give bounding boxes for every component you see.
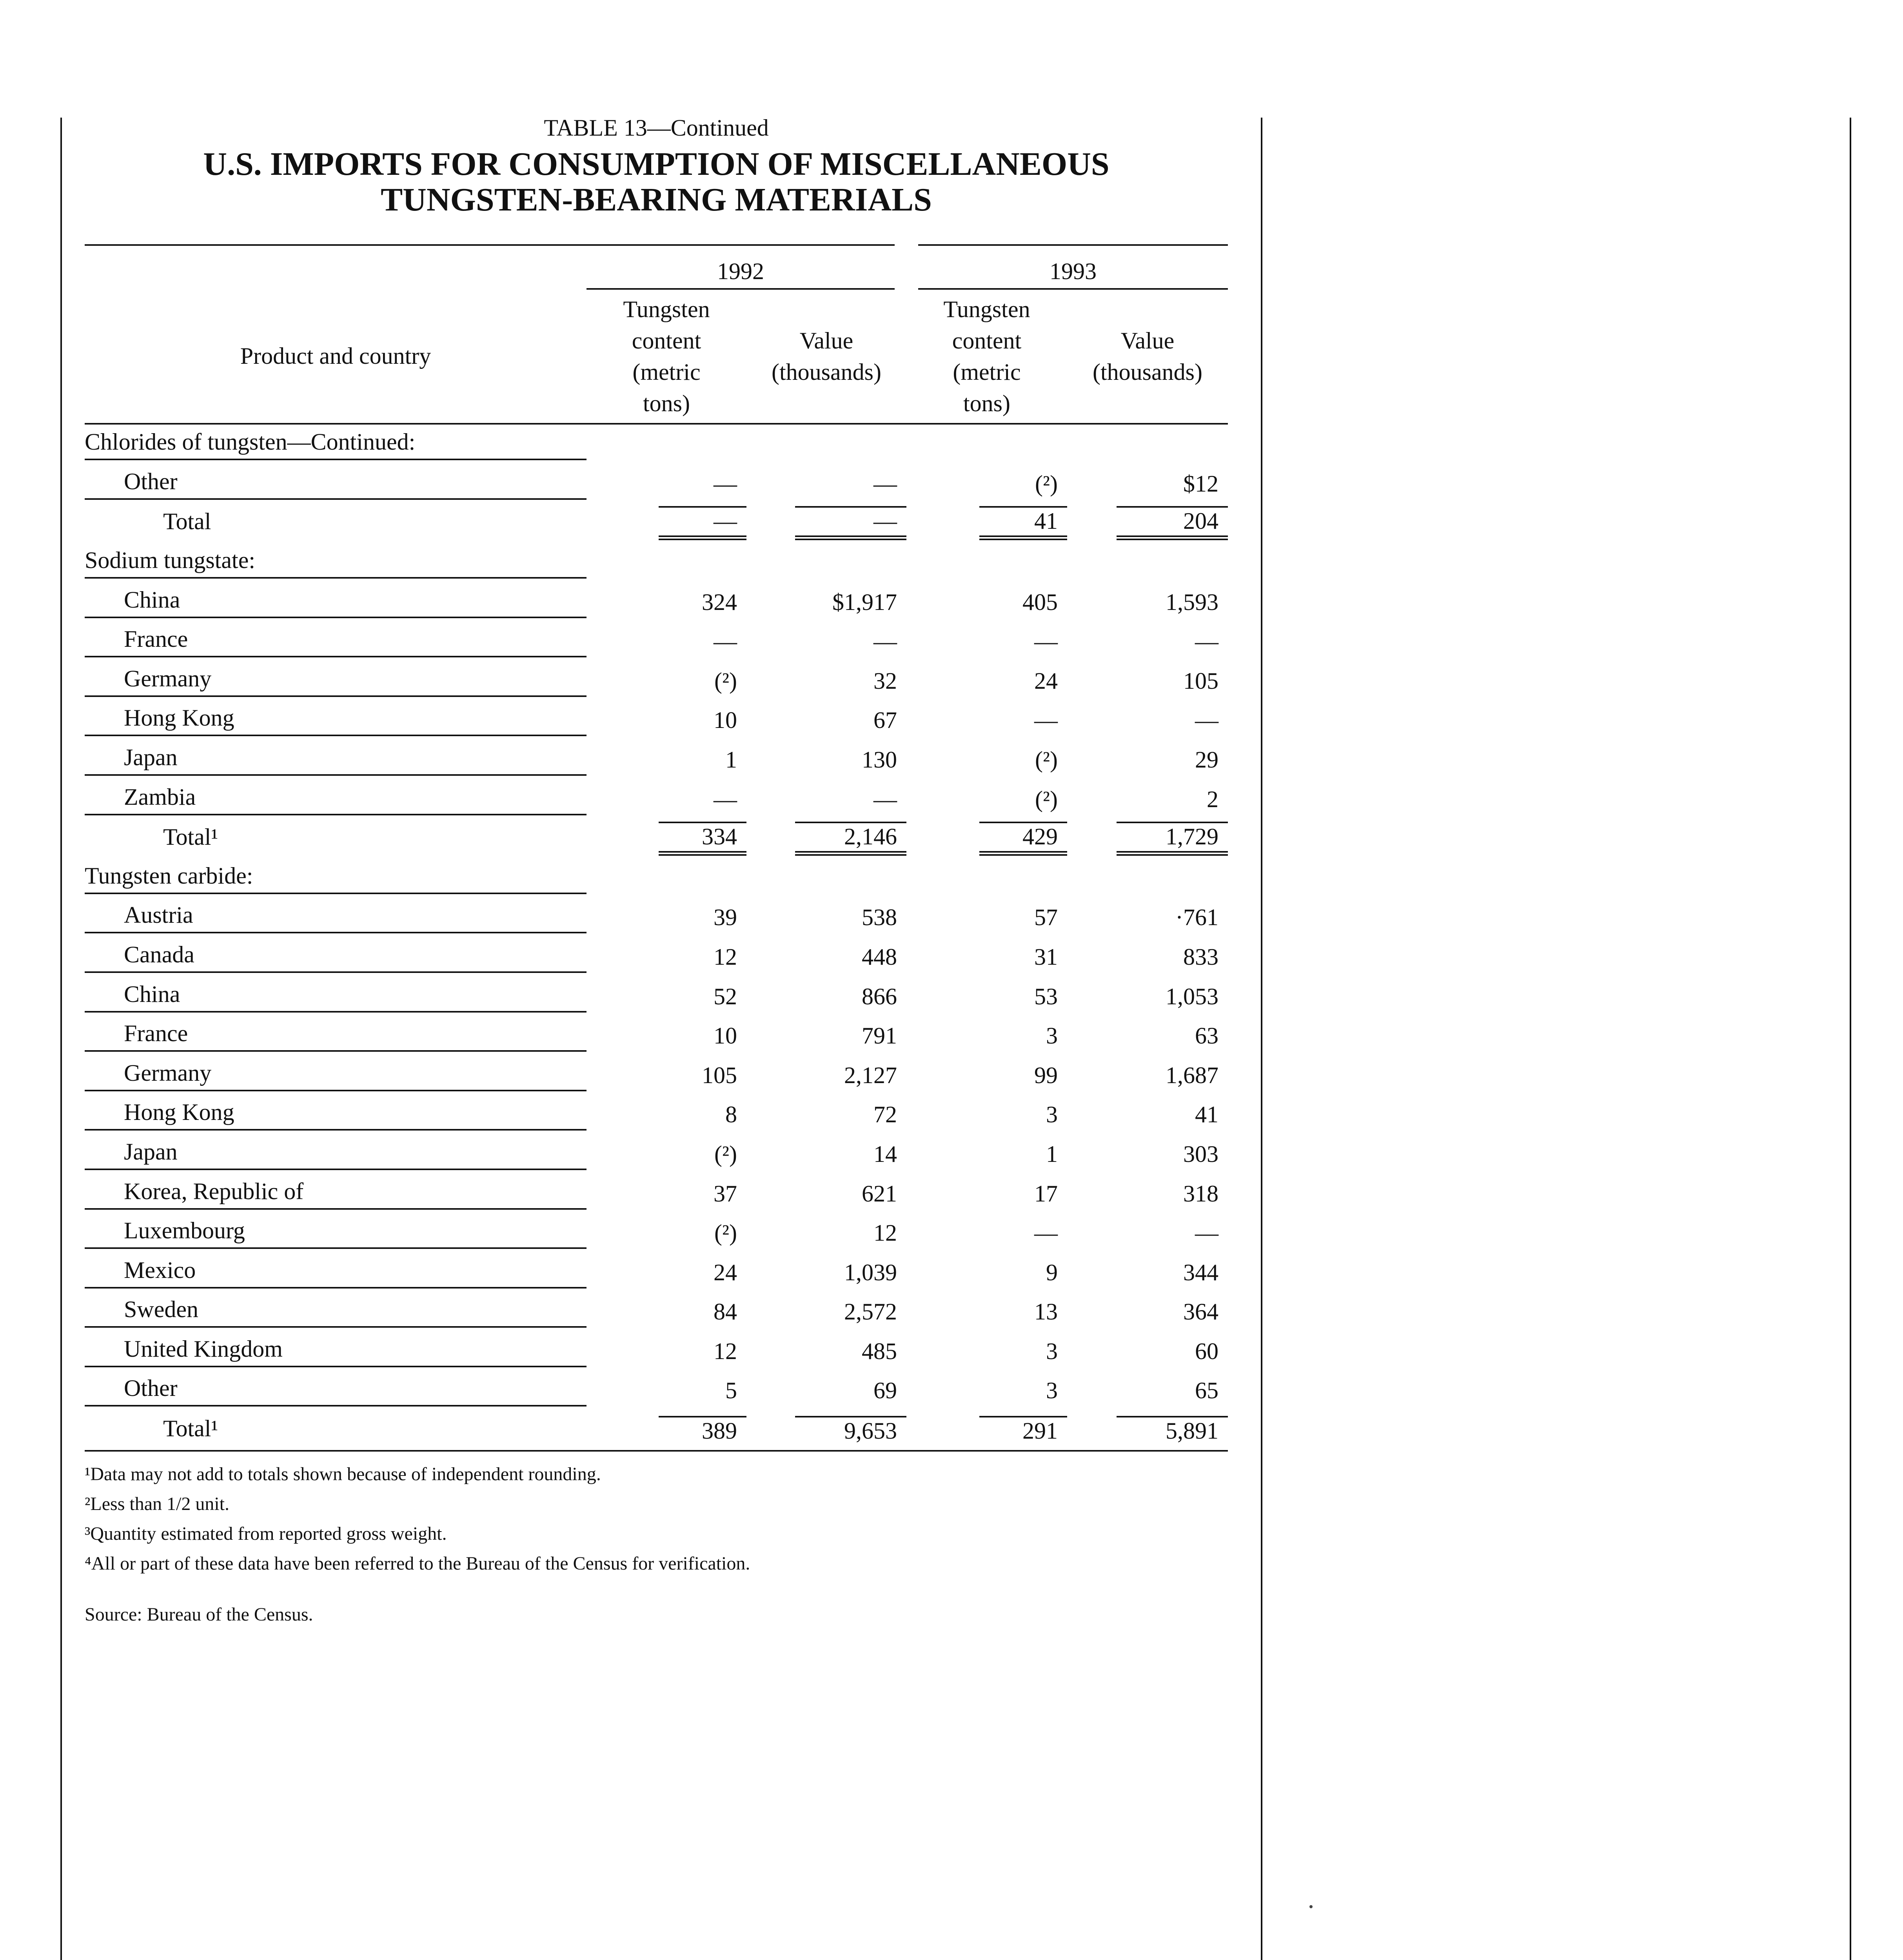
value-1993-cell: 5,891	[1117, 1416, 1228, 1445]
content-1992-cell: 334	[659, 822, 746, 856]
value-1992-cell: 2,146	[795, 822, 906, 856]
content-1993-cell: 17	[1034, 1180, 1058, 1207]
value-1992-cell: 2,572	[844, 1299, 897, 1325]
year-header-row	[85, 245, 1228, 289]
row-label: Total¹	[163, 824, 218, 850]
row-label: Total¹	[163, 1416, 218, 1442]
content-1993-cell: (²)	[1035, 786, 1058, 812]
value-1993-cell: —	[1195, 628, 1218, 655]
content-1992-cell: 1	[725, 746, 737, 773]
value-1993-cell: 364	[1183, 1299, 1218, 1325]
value-1993-cell: 1,593	[1166, 589, 1218, 615]
content-1992-cell: —	[714, 470, 737, 497]
content-1992-cell: (²)	[714, 1141, 737, 1167]
value-1992-cell: 14	[873, 1141, 897, 1167]
column-header-row	[85, 289, 1228, 424]
table-title-line-2: TUNGSTEN-BEARING MATERIALS	[381, 181, 932, 218]
row-label: Zambia	[85, 784, 587, 815]
value-1992-cell: 621	[862, 1180, 897, 1207]
row-label: Tungsten carbide:	[85, 862, 587, 894]
row-label: Japan	[85, 1138, 587, 1170]
table-row	[85, 1174, 1228, 1214]
value-1993-cell: 65	[1195, 1377, 1218, 1404]
value-1992-cell: 72	[873, 1102, 897, 1128]
value-1992-cell: 69	[873, 1377, 897, 1404]
table-container	[85, 116, 1228, 1625]
content-1993-cell: 3	[1046, 1377, 1058, 1404]
content-1992-cell: 12	[714, 944, 737, 970]
content-1993-cell: —	[1034, 628, 1058, 655]
content-1993-cell: 3	[1046, 1102, 1058, 1128]
content-1993-cell: 1	[1046, 1141, 1058, 1167]
content-1992-cell: 105	[702, 1062, 737, 1088]
value-1993-cell: 29	[1195, 746, 1218, 773]
row-label: Germany	[85, 1060, 587, 1091]
row-label: Canada	[85, 941, 587, 973]
content-1993-cell: 24	[1034, 668, 1058, 694]
section-header-row	[85, 858, 1228, 898]
value-1992-cell: 1,039	[844, 1259, 897, 1285]
content-1992-cell: 52	[714, 983, 737, 1009]
row-label: Other	[85, 468, 587, 500]
content-1993-header: Tungsten content (metric tons)	[906, 289, 1067, 424]
content-1993-cell: 3	[1046, 1023, 1058, 1049]
table-row	[85, 937, 1228, 977]
value-1992-cell: 448	[862, 944, 897, 970]
table-row	[85, 622, 1228, 661]
table-row	[85, 1134, 1228, 1174]
row-label: Mexico	[85, 1257, 587, 1289]
content-1993-cell: 53	[1034, 983, 1058, 1009]
content-1993-cell: 99	[1034, 1062, 1058, 1088]
stub-header: Product and country	[85, 289, 587, 424]
table-body	[85, 424, 1228, 1450]
content-1993-cell: 9	[1046, 1259, 1058, 1285]
value-1993-cell: ·761	[1175, 904, 1218, 931]
table-row	[85, 1292, 1228, 1332]
content-1992-cell: 12	[714, 1338, 737, 1364]
row-label: United Kingdom	[85, 1336, 587, 1367]
print-speck	[1309, 1905, 1313, 1908]
row-label: Total	[163, 508, 211, 535]
year-1992-header: 1992	[587, 245, 906, 289]
table-row	[85, 583, 1228, 622]
footnote-4: ⁴All or part of these data have been referred to the Bureau of the Census for verification.	[85, 1553, 750, 1574]
value-1992-cell: 32	[873, 668, 897, 694]
table-row	[85, 1056, 1228, 1095]
value-1992-cell: —	[873, 628, 897, 655]
value-1993-cell: 303	[1183, 1141, 1218, 1167]
row-label: Other	[85, 1375, 587, 1406]
content-1992-cell: 8	[725, 1102, 737, 1128]
content-1992-cell: (²)	[714, 1220, 737, 1246]
year-1993-header: 1993	[906, 245, 1228, 289]
value-1993-cell: 204	[1117, 506, 1228, 540]
section-header-row	[85, 543, 1228, 583]
value-1992-cell: 485	[862, 1338, 897, 1364]
footnote-3: ³Quantity estimated from reported gross weight.	[85, 1523, 447, 1544]
table-row	[85, 1095, 1228, 1135]
value-1992-cell: 791	[862, 1023, 897, 1049]
value-1992-cell: 67	[873, 707, 897, 733]
row-label: China	[85, 586, 587, 618]
value-1993-cell: 1,729	[1117, 822, 1228, 856]
content-1993-cell: 41	[979, 506, 1067, 540]
value-1993-cell: —	[1195, 1220, 1218, 1246]
value-1993-cell: $12	[1183, 470, 1218, 497]
center-column-rule	[1261, 118, 1262, 1960]
value-1993-cell: 1,053	[1166, 983, 1218, 1009]
content-1992-cell: 39	[714, 904, 737, 931]
value-1992-cell: —	[795, 506, 906, 540]
total-row	[85, 1410, 1228, 1451]
row-label: Sodium tungstate:	[85, 547, 587, 579]
table-row	[85, 701, 1228, 740]
table-row	[85, 780, 1228, 819]
content-1993-cell: —	[1034, 1220, 1058, 1246]
value-1992-cell: $1,917	[832, 589, 897, 615]
row-label: Japan	[85, 744, 587, 776]
value-1992-cell: 9,653	[795, 1416, 906, 1445]
value-1993-cell: 105	[1183, 668, 1218, 694]
content-1993-cell: 429	[979, 822, 1067, 856]
content-1992-cell: (²)	[714, 668, 737, 694]
value-1992-cell: —	[873, 786, 897, 812]
content-1992-cell: —	[659, 506, 746, 540]
content-1993-cell: (²)	[1035, 746, 1058, 773]
imports-table	[85, 244, 1228, 1451]
content-1992-cell: 324	[702, 589, 737, 615]
source-note: Source: Bureau of the Census.	[85, 1604, 313, 1625]
row-label: France	[85, 626, 587, 657]
value-1992-cell: 866	[862, 983, 897, 1009]
content-1993-cell: 405	[1022, 589, 1058, 615]
content-1993-cell: 291	[979, 1416, 1067, 1445]
content-1992-cell: —	[714, 628, 737, 655]
content-1993-cell: 31	[1034, 944, 1058, 970]
content-1993-cell: (²)	[1035, 470, 1058, 497]
content-1992-cell: 10	[714, 1023, 737, 1049]
value-1993-cell: 318	[1183, 1180, 1218, 1207]
total-row	[85, 819, 1228, 858]
table-number: TABLE 13—Continued	[544, 115, 769, 141]
footnote-2: ²Less than 1/2 unit.	[85, 1493, 230, 1514]
content-1993-cell: 3	[1046, 1338, 1058, 1364]
row-label: France	[85, 1020, 587, 1052]
row-label: Hong Kong	[85, 704, 587, 736]
table-row	[85, 740, 1228, 780]
value-1993-header: Value (thousands)	[1067, 289, 1228, 424]
table-row	[85, 661, 1228, 701]
table-row	[85, 1253, 1228, 1292]
value-1992-cell: 130	[862, 746, 897, 773]
content-1993-cell: 13	[1034, 1299, 1058, 1325]
table-row	[85, 464, 1228, 504]
left-column-rule	[60, 118, 62, 1960]
row-label: Germany	[85, 665, 587, 697]
value-1993-cell: 2	[1207, 786, 1218, 812]
total-row	[85, 504, 1228, 543]
table-row	[85, 1371, 1228, 1411]
footnotes	[85, 1459, 1228, 1579]
value-1992-cell: 12	[873, 1220, 897, 1246]
row-label: Luxembourg	[85, 1217, 587, 1249]
content-1992-cell: 37	[714, 1180, 737, 1207]
table-row	[85, 1016, 1228, 1056]
content-1992-cell: 24	[714, 1259, 737, 1285]
value-1993-cell: 41	[1195, 1102, 1218, 1128]
row-label: Austria	[85, 902, 587, 933]
row-label: Korea, Republic of	[85, 1178, 587, 1210]
footnote-1: ¹Data may not add to totals shown because of independent rounding.	[85, 1463, 601, 1485]
content-1993-cell: —	[1034, 707, 1058, 733]
value-1992-cell: 538	[862, 904, 897, 931]
section-header-row	[85, 424, 1228, 464]
table-row	[85, 977, 1228, 1016]
content-1992-cell: 10	[714, 707, 737, 733]
value-1993-cell: 833	[1183, 944, 1218, 970]
value-1993-cell: —	[1195, 707, 1218, 733]
content-1992-cell: 5	[725, 1377, 737, 1404]
row-label: Chlorides of tungsten—Continued:	[85, 428, 587, 460]
content-1992-cell: 389	[659, 1416, 746, 1445]
content-1992-cell: —	[714, 786, 737, 812]
value-1993-cell: 344	[1183, 1259, 1218, 1285]
value-1992-cell: —	[873, 470, 897, 497]
table-title-line-1: U.S. IMPORTS FOR CONSUMPTION OF MISCELLANEOUS	[203, 146, 1109, 182]
value-1993-cell: 63	[1195, 1023, 1218, 1049]
value-1993-cell: 60	[1195, 1338, 1218, 1364]
value-1992-cell: 2,127	[844, 1062, 897, 1088]
row-label: China	[85, 981, 587, 1013]
content-1992-header: Tungsten content (metric tons)	[587, 289, 746, 424]
row-label: Sweden	[85, 1296, 587, 1328]
value-1993-cell: 1,687	[1166, 1062, 1218, 1088]
right-column-rule	[1850, 118, 1851, 1960]
table-row	[85, 1213, 1228, 1253]
table-row	[85, 898, 1228, 938]
row-label: Hong Kong	[85, 1099, 587, 1131]
content-1992-cell: 84	[714, 1299, 737, 1325]
content-1993-cell: 57	[1034, 904, 1058, 931]
table-row	[85, 1332, 1228, 1371]
value-1992-header: Value (thousands)	[746, 289, 906, 424]
